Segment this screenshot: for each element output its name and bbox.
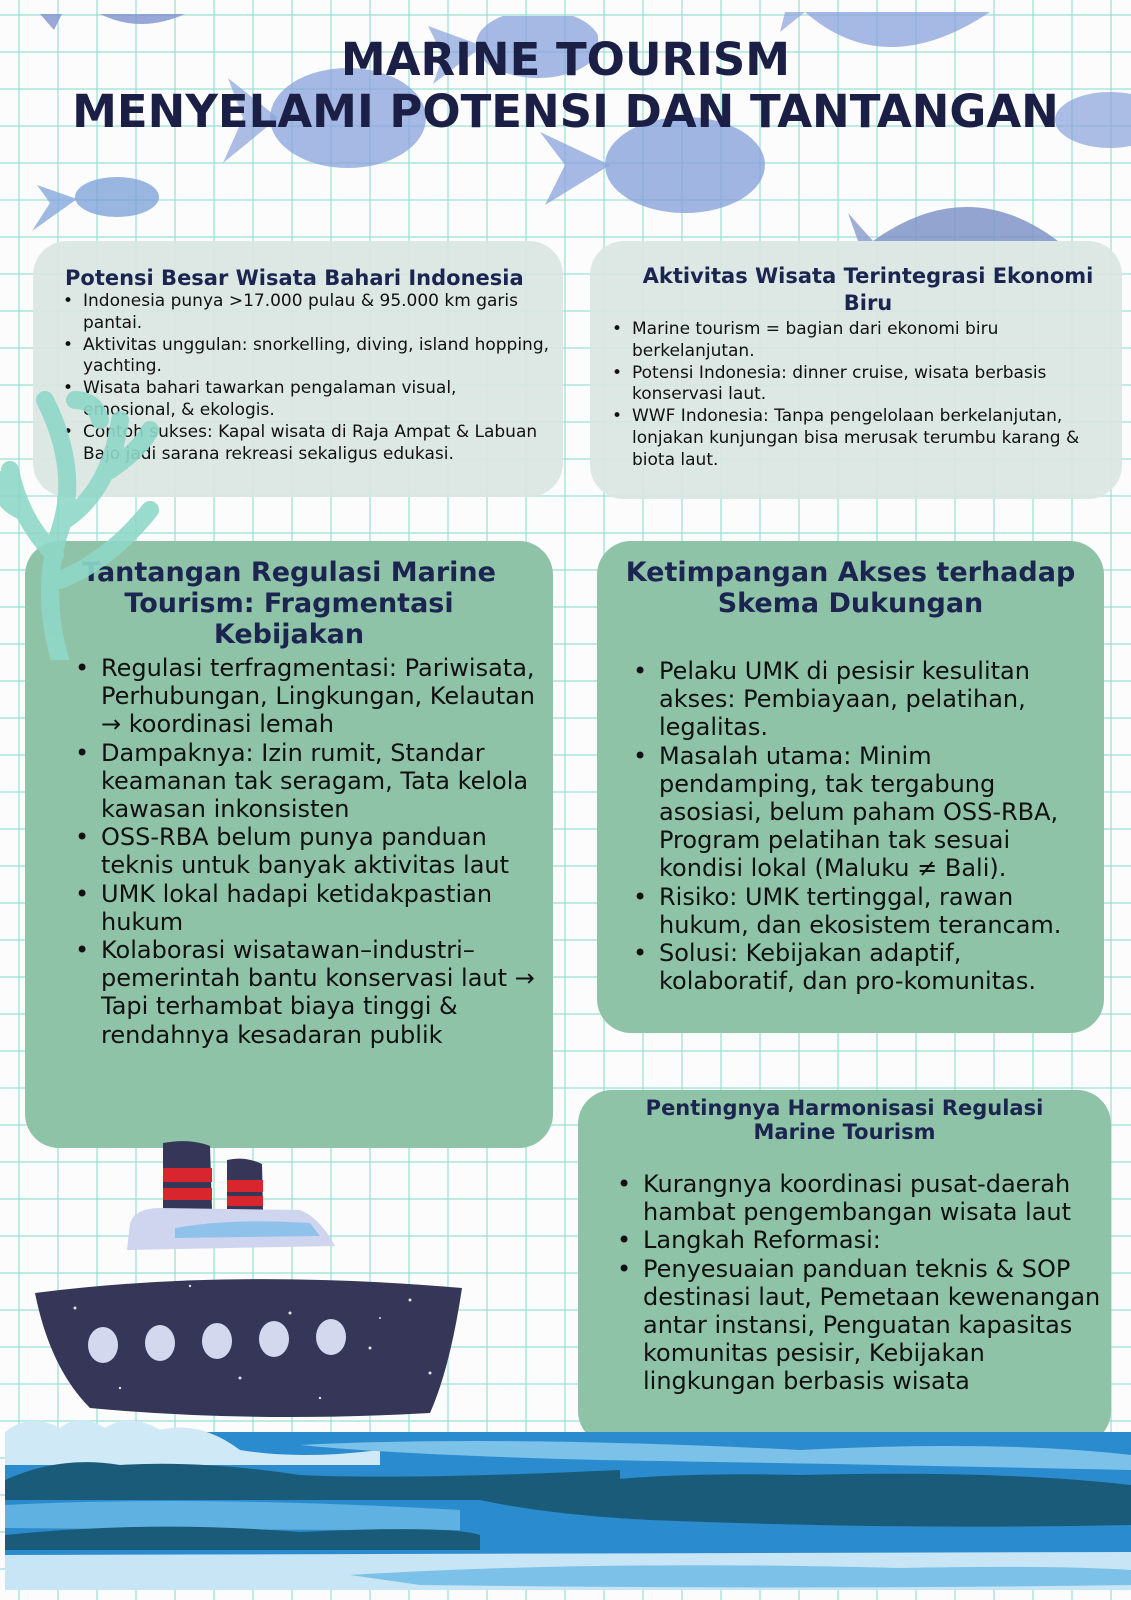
bullet-list	[25, 650, 553, 1049]
list-item: • Potensi Indonesia: dinner cruise, wisata berbasis konservasi laut.	[632, 363, 1112, 407]
list-item: • Contoh sukses: Kapal wisata di Raja Ampat & Labuan Bajo jadi sarana rekreasi sekaligus edukasi.	[83, 422, 551, 466]
cruise-ship-icon	[30, 1138, 470, 1420]
list-item: • Kolaborasi wisatawan–industri–pemerintah bantu konservasi laut → Tapi terhambat biaya tinggi & rendahnya kesadaran publik	[101, 936, 543, 1049]
card-aktivitas	[590, 241, 1122, 499]
list-item: • WWF Indonesia: Tanpa pengelolaan berkelanjutan, lonjakan kunjungan bisa merusak terumbu karang & biota laut.	[632, 406, 1112, 471]
fish-icon	[40, 10, 200, 32]
title-line-1: MARINE TOURISM	[340, 33, 791, 86]
list-item: • Regulasi terfragmentasi: Pariwisata, Perhubungan, Lingkungan, Kelautan → koordinasi lemah	[101, 654, 543, 739]
card-ketimpangan	[597, 541, 1104, 1033]
list-item: • Risiko: UMK tertinggal, rawan hukum, dan ekosistem terancam.	[659, 883, 1094, 939]
card-heading: Ketimpangan Akses terhadap Skema Dukungan	[625, 557, 1076, 619]
list-item: • Wisata bahari tawarkan pengalaman visual, emosional, & ekologis.	[83, 378, 551, 422]
bullet-list	[578, 1144, 1111, 1396]
bullet-list	[590, 317, 1122, 472]
list-item: • Pelaku UMK di pesisir kesulitan akses: Pembiayaan, pelatihan, legalitas.	[659, 657, 1094, 742]
seaweed-coral-icon	[0, 380, 175, 660]
list-item: • Kurangnya koordinasi pusat-daerah hambat pengembangan wisata laut	[643, 1170, 1101, 1226]
list-item: • Solusi: Kebijakan adaptif, kolaboratif, dan pro-komunitas.	[659, 939, 1094, 995]
fish-icon	[848, 193, 1068, 241]
fish-icon	[32, 175, 162, 235]
bullet-list	[597, 619, 1104, 995]
list-item: • Indonesia punya >17.000 pulau & 95.000 km garis pantai.	[83, 291, 551, 335]
list-item: • UMK lokal hadapi ketidakpastian hukum	[101, 880, 543, 936]
page-title	[0, 34, 1131, 138]
card-harmonisasi	[578, 1090, 1111, 1445]
card-heading: Aktivitas Wisata Terintegrasi Ekonomi Biru	[642, 264, 1094, 315]
title-line-2: MENYELAMI POTENSI DAN TANTANGAN	[72, 85, 1059, 138]
card-heading: Potensi Besar Wisata Bahari Indonesia	[65, 266, 524, 290]
ocean-waves-icon	[0, 1420, 1131, 1600]
list-item: • Marine tourism = bagian dari ekonomi biru berkelanjutan.	[632, 319, 1112, 363]
card-heading: Pentingnya Harmonisasi Regulasi Marine Tourism	[645, 1096, 1044, 1144]
card-heading: Tantangan Regulasi Marine Tourism: Fragmentasi Kebijakan	[82, 557, 496, 650]
list-item: • Dampaknya: Izin rumit, Standar keamanan tak seragam, Tata kelola kawasan inkonsisten	[101, 739, 543, 824]
list-item: • OSS-RBA belum punya panduan teknis untuk banyak aktivitas laut	[101, 823, 543, 879]
list-item: • Penyesuaian panduan teknis & SOP destinasi laut, Pemetaan kewenangan antar instansi, Penguatan kapasitas komunitas pesisir, Kebijakan lingkungan berbasis wisata	[643, 1255, 1101, 1396]
list-item: • Masalah utama: Minim pendamping, tak tergabung asosiasi, belum paham OSS-RBA, Program pelatihan tak sesuai kondisi lokal (Maluku ≠ Bali).	[659, 742, 1094, 883]
list-item: • Aktivitas unggulan: snorkelling, diving, island hopping, yachting.	[83, 335, 551, 379]
list-item: • Langkah Reformasi:	[643, 1226, 1101, 1254]
